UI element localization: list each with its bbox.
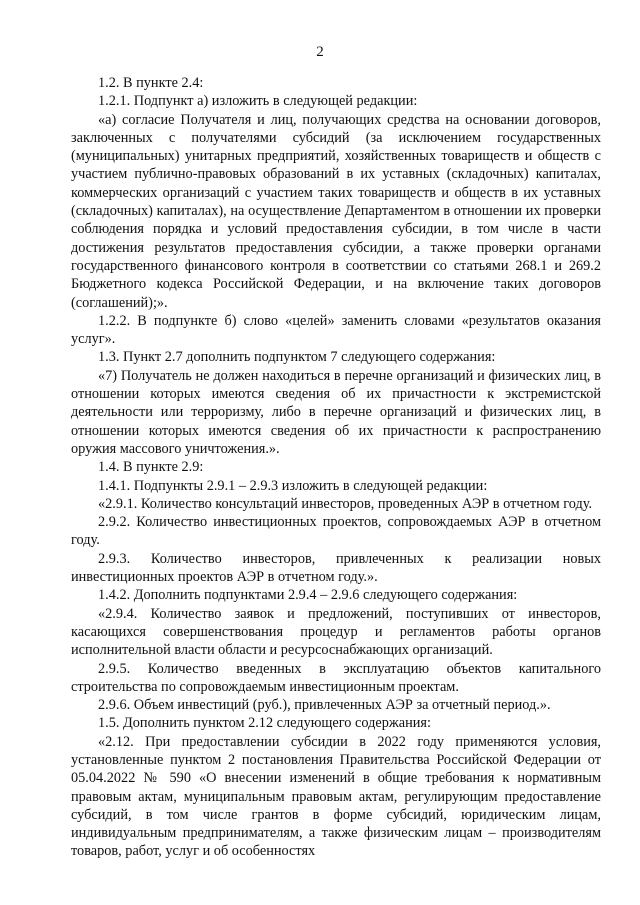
- paragraph-1-5: 1.5. Дополнить пунктом 2.12 следующего содержания:: [98, 715, 431, 732]
- paragraph-2-12: «2.12. При предоставлении субсидии в 2022 году применяются условия, установленные пунктом 2 постановления Правительства Российской Федерации от 05.04.2022 № 590 «О внесении изменений в общие требования к нормативным правовым актам, муниципальным правовым актам, регулирующим предоставление субсидий, в том числе грантов в форме субсидий, юридическим лицам, индивидуальным предпринимателям, а также физическим лицам – производителям товаров, работ, услуг и об особенностях: [71, 733, 601, 860]
- paragraph-1-3: 1.3. Пункт 2.7 дополнить подпунктом 7 следующего содержания:: [98, 349, 496, 366]
- paragraph-1-2-2: 1.2.2. В подпункте б) слово «целей» заменить словами «результатов оказания услуг».: [71, 312, 601, 348]
- paragraph-1-4-1: 1.4.1. Подпункты 2.9.1 – 2.9.3 изложить в следующей редакции:: [98, 477, 488, 494]
- document-body: [71, 74, 601, 861]
- paragraph-subpoint-a: «а) согласие Получателя и лиц, получающих средства на основании договоров, заключенных с получателями субсидий (за исключением государственных (муниципальных) унитарных предприятий, хозяйственных товариществ и обществ с участием публично-правовых образований в их уставных (складочных) капиталах, коммерческих организаций с участием таких товариществ и обществ в их уставных (складочных) капиталах), на осуществление Департаментом в отношении их проверки соблюдения порядка и условий предоставления субсидии, в том числе в части достижения результатов предоставления субсидии, а также проверки органами государственного финансового контроля в соответствии со статьями 268.1 и 269.2 Бюджетного кодекса Российской Федерации, и на включение таких договоров (соглашений);».: [71, 111, 601, 311]
- paragraph-1-2-1: 1.2.1. Подпункт а) изложить в следующей редакции:: [98, 93, 418, 110]
- paragraph-2-9-3: 2.9.3. Количество инвесторов, привлеченных к реализации новых инвестиционных проектов АЭР в отчетном году.».: [71, 550, 601, 586]
- paragraph-1-4: 1.4. В пункте 2.9:: [98, 459, 204, 476]
- paragraph-1-4-2: 1.4.2. Дополнить подпунктами 2.9.4 – 2.9.6 следующего содержания:: [98, 587, 518, 604]
- paragraph-2-9-6: 2.9.6. Объем инвестиций (руб.), привлеченных АЭР за отчетный период.».: [98, 697, 551, 714]
- paragraph-subpoint-7: «7) Получатель не должен находиться в перечне организаций и физических лиц, в отношении которых имеются сведения об их причастности к экстремистской деятельности или терроризму, либо в перечне организаций и физических лиц, в отношении которых имеются сведения об их причастности к распространению оружия массового уничтожения.».: [71, 367, 601, 457]
- paragraph-2-9-1: «2.9.1. Количество консультаций инвесторов, проведенных АЭР в отчетном году.: [98, 495, 593, 512]
- paragraph-2-9-5: 2.9.5. Количество введенных в эксплуатацию объектов капитального строительства по сопровождаемым инвестиционным проектам.: [71, 660, 601, 695]
- paragraph-2-9-4: «2.9.4. Количество заявок и предложений, поступивших от инвесторов, касающихся совершенствования процедур и регламентов работы органов исполнительной власти области и ресурсоснабжающих организаций.: [71, 605, 601, 659]
- page-number: 2: [316, 44, 324, 60]
- paragraph-1-2: 1.2. В пункте 2.4:: [98, 75, 204, 91]
- paragraph-2-9-2: 2.9.2. Количество инвестиционных проектов, сопровождаемых АЭР в отчетном году.: [71, 514, 601, 549]
